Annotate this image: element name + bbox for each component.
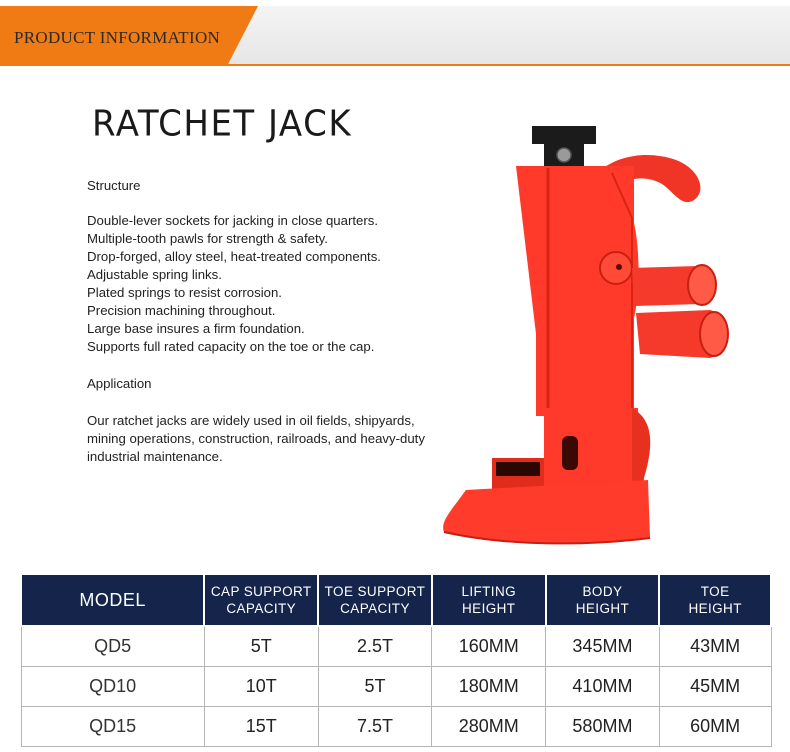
model-cell: QD10 (21, 666, 204, 706)
feature-item: Drop-forged, alloy steel, heat-treated components. (87, 249, 381, 264)
feature-item: Double-lever sockets for jacking in close quarters. (87, 213, 378, 228)
product-info-banner (0, 6, 790, 66)
feature-item: Precision machining throughout. (87, 303, 276, 318)
table-cell: 43MM (659, 626, 771, 666)
application-text: Our ratchet jacks are widely used in oil fields, shipyards, mining operations, construction, railroads, and heavy-duty industrial maintenance. (87, 413, 425, 464)
table-cell: 60MM (659, 706, 771, 746)
structure-heading: Structure (87, 178, 141, 193)
jack-pivot (600, 252, 632, 284)
table-cell: 580MM (546, 706, 660, 746)
feature-item: Plated springs to resist corrosion. (87, 285, 282, 300)
table-header-row (21, 574, 771, 626)
table-cell: 10T (204, 666, 318, 706)
page-title: RATCHET JACK (92, 103, 353, 145)
table-cell: 345MM (546, 626, 660, 666)
jack-cap (532, 126, 596, 144)
column-header-body-height: BODY HEIGHT (546, 574, 660, 626)
feature-item: Multiple-tooth pawls for strength & safety. (87, 231, 328, 246)
table-cell: 410MM (546, 666, 660, 706)
column-header-toe-height: TOE HEIGHT (659, 574, 771, 626)
table-cell: 7.5T (318, 706, 432, 746)
application-heading: Application (87, 376, 152, 391)
table-cell: 280MM (432, 706, 546, 746)
column-header-toe-support: TOE SUPPORT CAPACITY (318, 574, 432, 626)
banner-label: PRODUCT INFORMATION (14, 28, 221, 47)
feature-list (87, 212, 381, 356)
table-row (21, 626, 771, 666)
table-cell: 160MM (432, 626, 546, 666)
column-header-cap-support: CAP SUPPORT CAPACITY (204, 574, 318, 626)
feature-item: Large base insures a firm foundation. (87, 321, 305, 336)
table-cell: 5T (318, 666, 432, 706)
column-header-model: MODEL (21, 574, 204, 626)
ratchet-jack-image (436, 118, 736, 558)
model-cell: QD5 (21, 626, 204, 666)
feature-item: Supports full rated capacity on the toe or the cap. (87, 339, 375, 354)
table-row (21, 706, 771, 746)
table-row (21, 666, 771, 706)
table-cell: 2.5T (318, 626, 432, 666)
column-header-lifting-height: LIFTING HEIGHT (432, 574, 546, 626)
table-cell: 15T (204, 706, 318, 746)
table-cell: 180MM (432, 666, 546, 706)
model-cell: QD15 (21, 706, 204, 746)
jack-slot (562, 436, 578, 470)
feature-item: Adjustable spring links. (87, 267, 222, 282)
table-cell: 5T (204, 626, 318, 666)
table-cell: 45MM (659, 666, 771, 706)
jack-base (443, 480, 650, 543)
spec-table (20, 573, 772, 747)
